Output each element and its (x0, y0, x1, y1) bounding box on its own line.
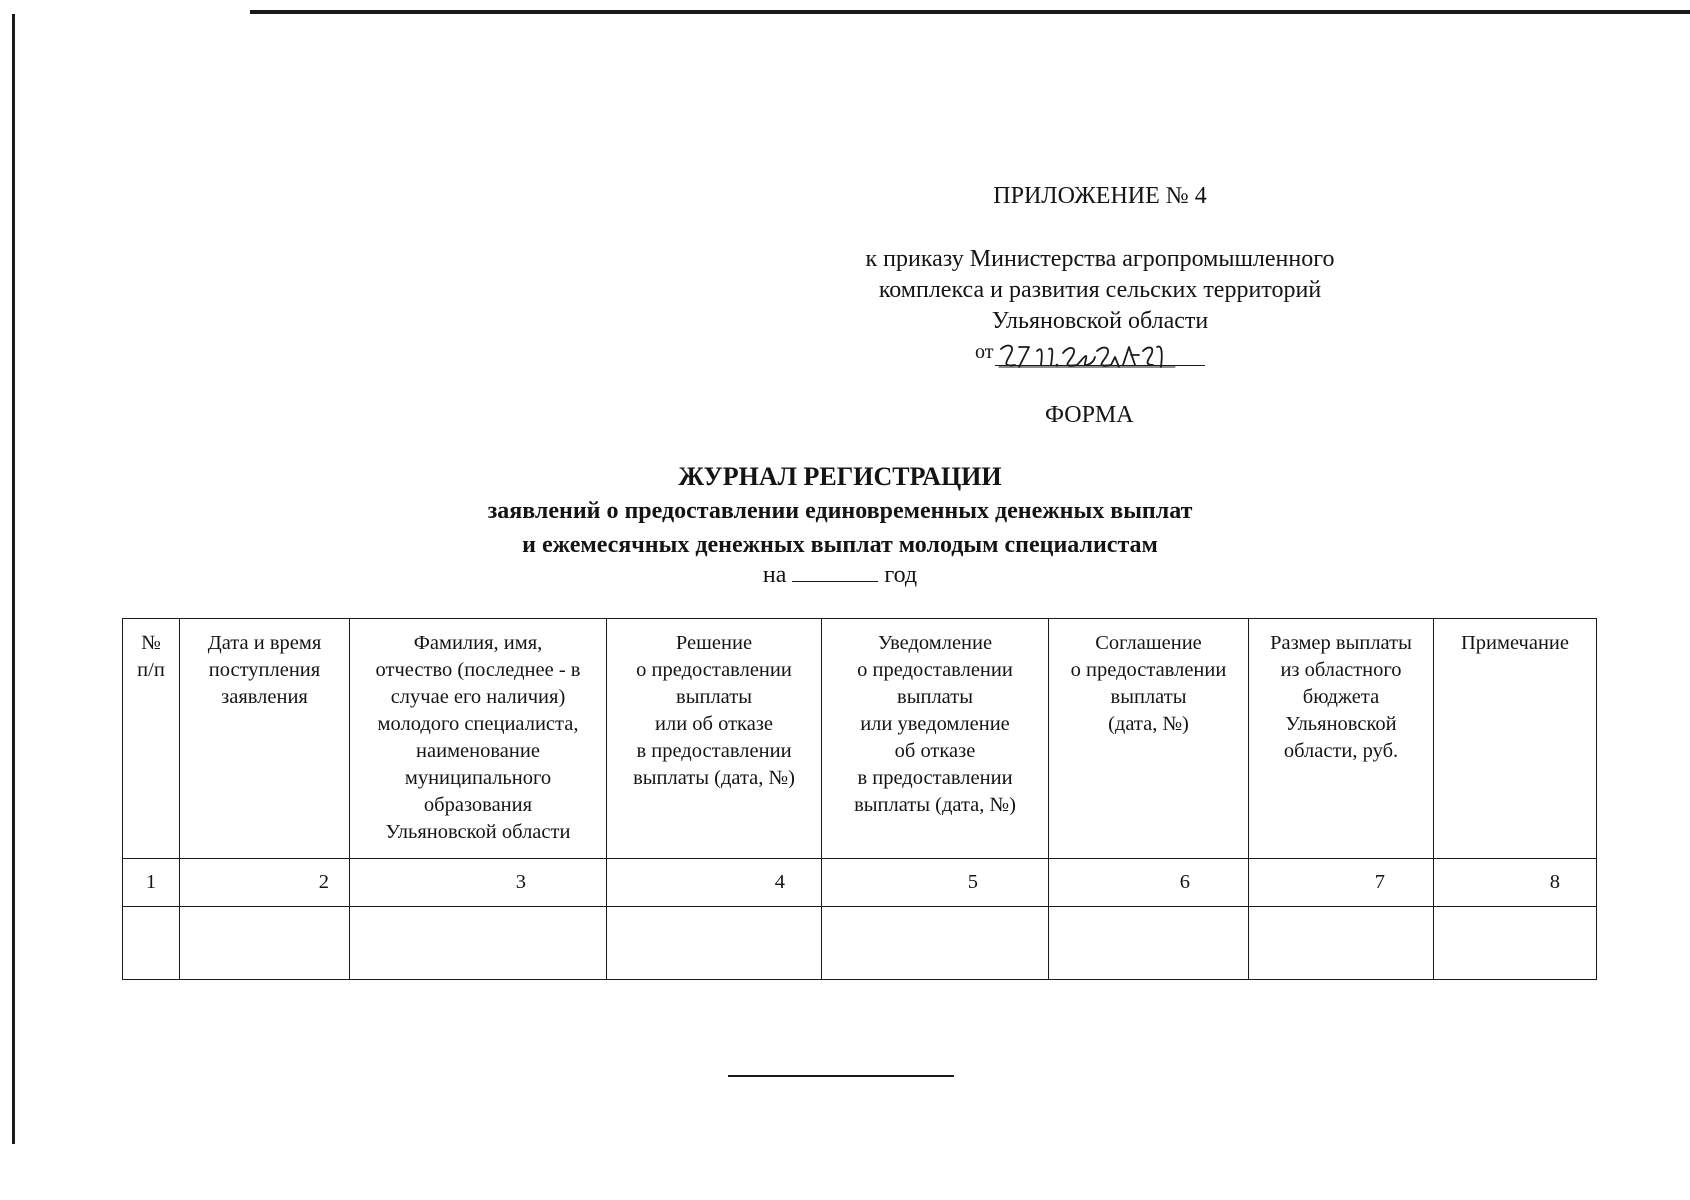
table-header-row (123, 619, 1597, 859)
column-number: 3 (350, 859, 607, 907)
form-label: ФОРМА (1045, 402, 1134, 428)
column-number-row (123, 859, 1597, 907)
column-number: 6 (1049, 859, 1249, 907)
table-cell (1249, 907, 1434, 980)
column-number: 2 (180, 859, 350, 907)
year-prefix: на (762, 562, 787, 588)
document-subtitle (200, 494, 1480, 562)
appendix-title: ПРИЛОЖЕНИЕ № 4 (993, 183, 1207, 209)
column-number: 5 (822, 859, 1049, 907)
header-payment-amount: Размер выплаты из областного бюджета Ульяновской области, руб. (1249, 619, 1434, 859)
appendix-date (975, 338, 1205, 366)
column-number: 7 (1249, 859, 1434, 907)
date-prefix: от (975, 341, 994, 363)
header-number: № п/п (123, 619, 180, 859)
column-number: 1 (123, 859, 180, 907)
year-blank-field (792, 561, 878, 582)
year-suffix: год (884, 562, 918, 588)
footer-separator (728, 1075, 954, 1077)
table-cell (822, 907, 1049, 980)
registration-journal-table (122, 618, 1597, 980)
column-number: 8 (1434, 859, 1597, 907)
column-number: 4 (607, 859, 822, 907)
table-cell (1434, 907, 1597, 980)
date-field (995, 343, 1205, 366)
year-line (200, 560, 1480, 590)
header-note: Примечание (1434, 619, 1597, 859)
header-notification: Уведомление о предоставлении выплаты или уведомление об отказе в предоставлении выплаты (дата, №) (822, 619, 1049, 859)
header-full-name: Фамилия, имя, отчество (последнее - в случае его наличия) молодого специалиста, наименование муниципального образования Ульяновской области (350, 619, 607, 859)
appendix-reference-line: Ульяновской области (991, 308, 1209, 334)
table-cell (1049, 907, 1249, 980)
appendix-reference-line: комплекса и развития сельских территорий (878, 277, 1322, 303)
document-subtitle-line: заявлений о предоставлении единовременных денежных выплат (487, 498, 1193, 524)
table-cell (123, 907, 180, 980)
header-decision: Решение о предоставлении выплаты или об отказе в предоставлении выплаты (дата, №) (607, 619, 822, 859)
table-row (123, 907, 1597, 980)
appendix-reference-line: к приказу Министерства агропромышленного (865, 246, 1335, 272)
table-cell (350, 907, 607, 980)
scan-top-border (250, 10, 1690, 14)
document-subtitle-line: и ежемесячных денежных выплат молодым специалистам (522, 532, 1158, 558)
appendix-reference (800, 244, 1400, 337)
handwritten-date-signature (997, 337, 1177, 371)
header-agreement: Соглашение о предоставлении выплаты (дата, №) (1049, 619, 1249, 859)
scan-left-border (12, 14, 15, 1144)
header-date-time: Дата и время поступления заявления (180, 619, 350, 859)
document-title: ЖУРНАЛ РЕГИСТРАЦИИ (678, 462, 1002, 491)
table-cell (607, 907, 822, 980)
table-cell (180, 907, 350, 980)
